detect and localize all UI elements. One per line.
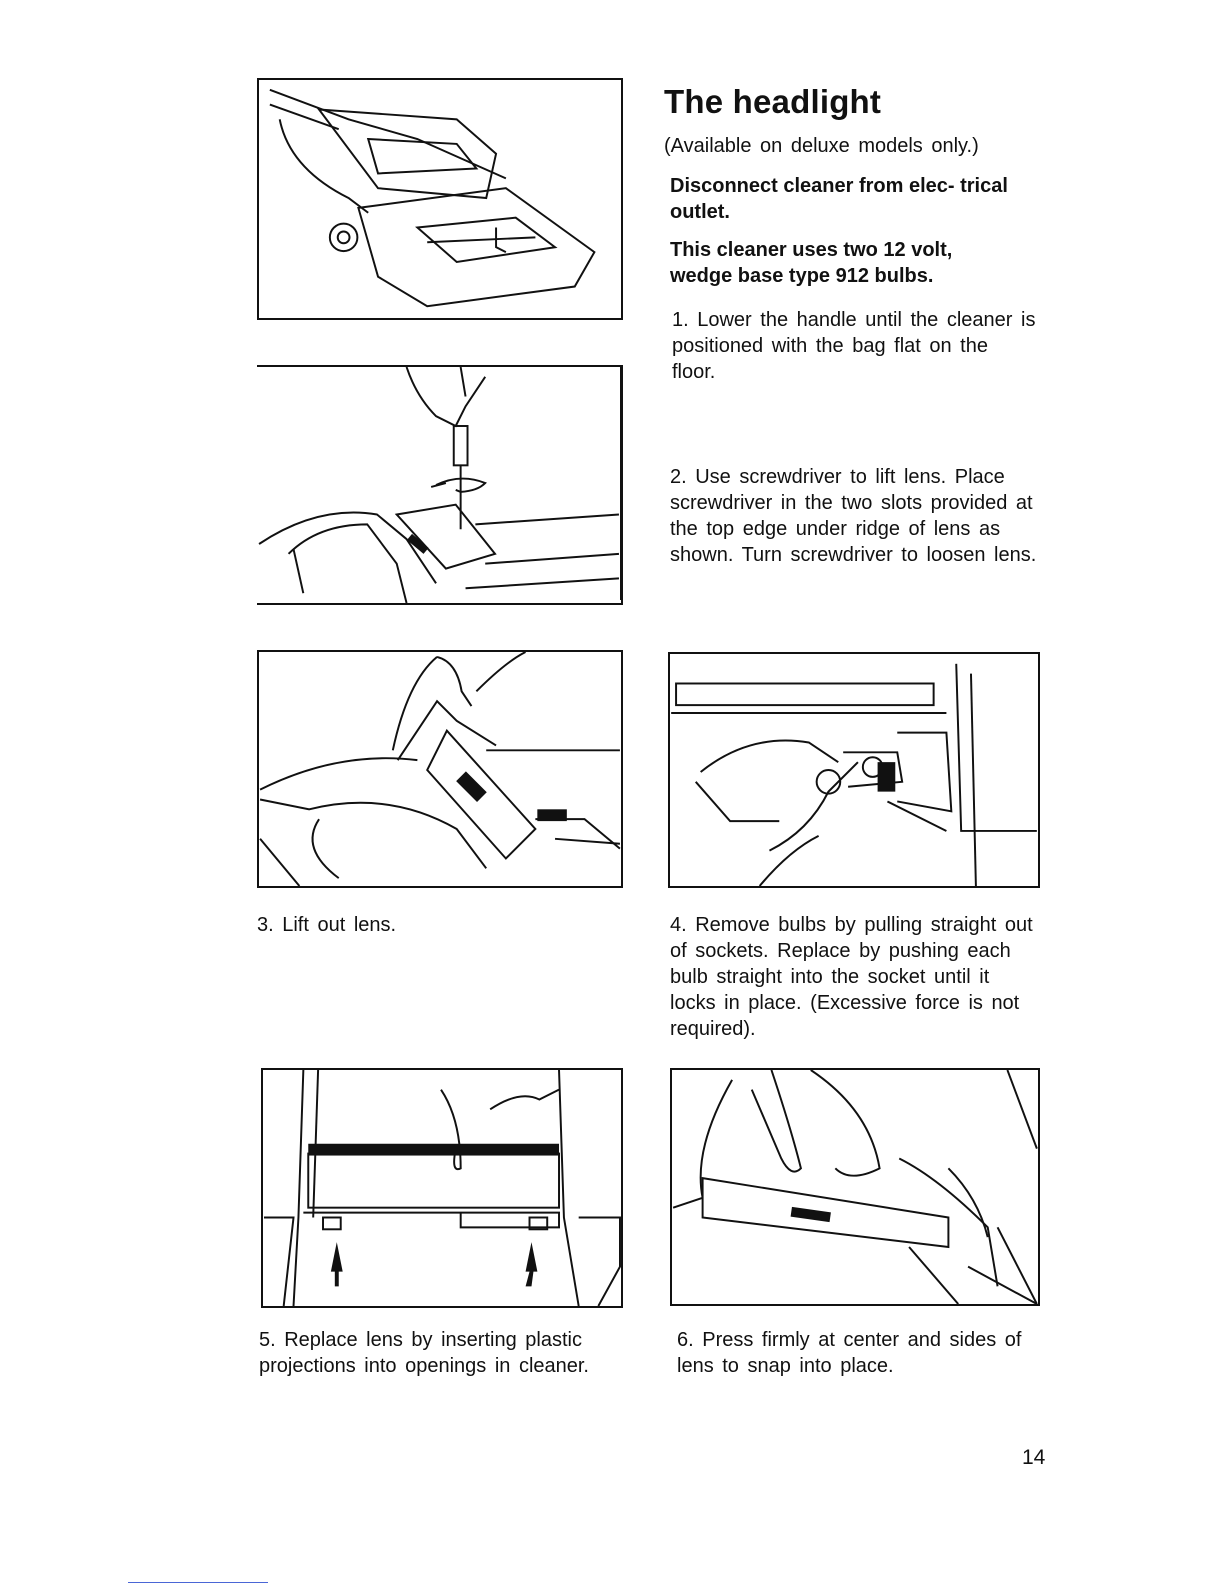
replace-lens-illustration xyxy=(263,1070,621,1306)
figure-remove-bulbs xyxy=(668,652,1040,888)
step-2-text: 2. Use screwdriver to lift lens. Place screwdriver in the two slots provided at the top edge under ridge of lens as shown. Turn screwdriver to loosen lens. xyxy=(670,466,1037,566)
press-lens-illustration xyxy=(672,1070,1038,1304)
figure-2-right-rule xyxy=(620,365,622,600)
step-3-text: 3. Lift out lens. xyxy=(257,914,397,936)
page-title: The headlight xyxy=(664,83,882,120)
figure-press-lens xyxy=(670,1068,1040,1306)
remove-bulbs-illustration xyxy=(670,654,1038,886)
screwdriver-illustration xyxy=(257,367,621,603)
page-number: 14 xyxy=(1022,1446,1046,1469)
figure-replace-lens xyxy=(261,1068,623,1308)
step-4-text: 4. Remove bulbs by pulling straight out of sockets. Replace by pushing each bulb straight into the socket until it locks in place. (Excessive force is not required). xyxy=(670,914,1033,1040)
scan-edge-line xyxy=(128,1582,268,1583)
lift-lens-illustration xyxy=(259,652,621,886)
disconnect-warning: Disconnect cleaner from elec- trical outlet. xyxy=(670,175,1008,223)
bulb-note: This cleaner uses two 12 volt, wedge base type 912 bulbs. xyxy=(670,239,953,287)
figure-lift-lens xyxy=(257,650,623,888)
step-6-text: 6. Press firmly at center and sides of lens to snap into place. xyxy=(677,1329,1022,1377)
figure-cleaner-flat xyxy=(257,78,623,320)
step-1-text: 1. Lower the handle until the cleaner is positioned with the bag flat on the floor. xyxy=(672,309,1036,383)
page-subtitle: (Available on deluxe models only.) xyxy=(664,135,979,157)
figure-screwdriver-lens xyxy=(257,365,623,605)
cleaner-flat-illustration xyxy=(259,80,621,318)
step-5-text: 5. Replace lens by inserting plastic projections into openings in cleaner. xyxy=(259,1329,589,1377)
